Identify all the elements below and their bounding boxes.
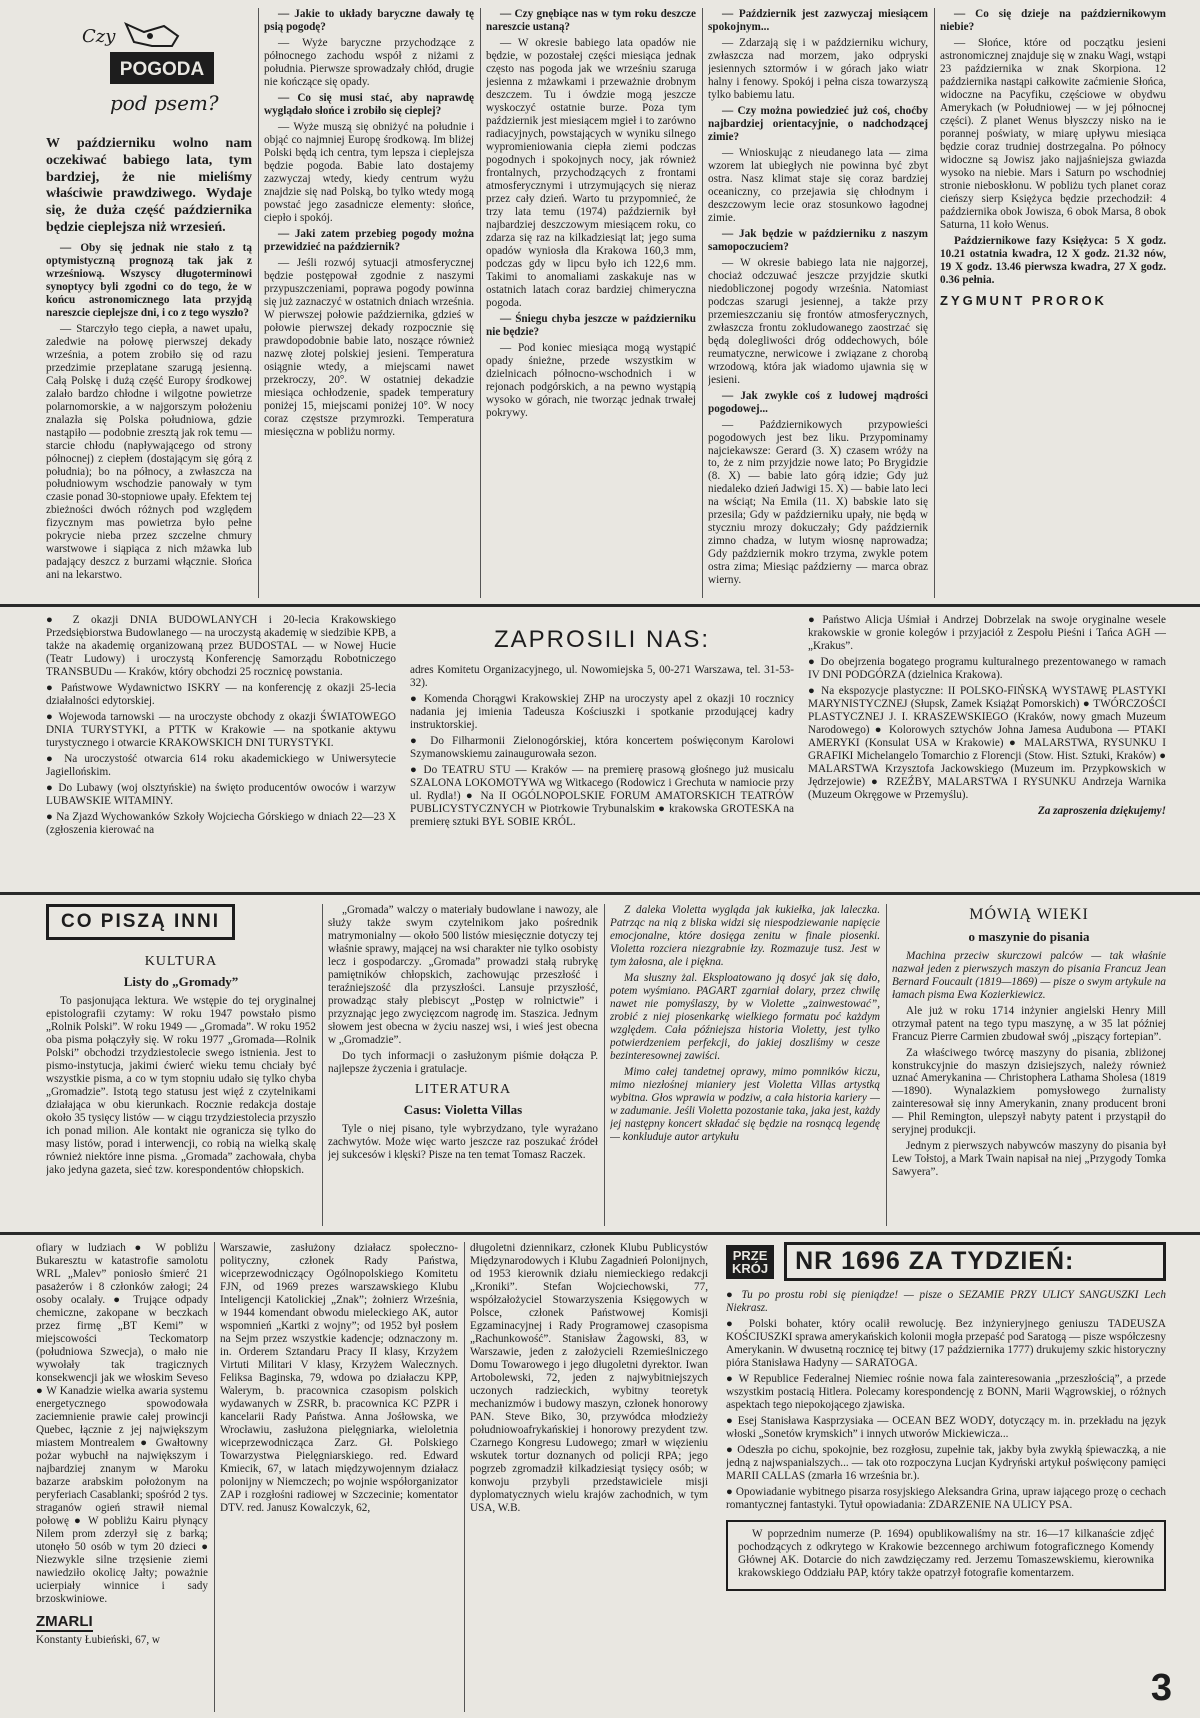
weather-q1: — Oby się jednak nie stało z tą optymistyczną prognozą tak jak z wrześniową. Wszyscy długoterminowi synoptycy byli zgodni co do tego, że w końcu astronomicznego lata przyjdą nareszcie cieplejsze dni, i co z tego wyszło? — [46, 241, 252, 319]
invitation-item: ● Na Zjazd Wychowanków Szkoły Wojciecha Górskiego w dniach 22—23 X (zgłoszenia kierować na — [46, 810, 396, 836]
weather-a6: — Pod koniec miesiąca mogą wystąpić opady śnieżne, przede wszystkim w dzielnicach północno-wschodnich i w rejonach podgórskich, a na pewno wystąpią wysoko w górach, nie tworząc jednak trwałej pokrywy. — [486, 341, 696, 419]
kultura-subheading: Listy do „Gromady” — [123, 974, 239, 990]
kultura-text: Do tych informacji o zasłużonym piśmie dołącza P. najlepsze życzenia i gratulacje. — [328, 1049, 598, 1075]
weather-q3: — Co się musi stać, aby naprawdę wyglądało słońce i zrobiło się cieplej? — [264, 91, 474, 117]
divider-2 — [0, 892, 1200, 895]
mowia-text: Ale już w roku 1714 inżynier angielski Henry Mill otrzymał patent na tego typu maszynę, a w 35 lat później Francuz Pierre Carmien zbudował swój „piszący fortepian”. — [892, 1004, 1166, 1043]
weather-col-5 — [940, 8, 1166, 598]
przekroj-logo: PRZE KRÓJ — [726, 1245, 774, 1279]
przekroj-preview — [726, 1242, 1166, 1712]
invitation-item: ● Do obejrzenia bogatego programu kulturalnego prezentowanego w ramach IV DNI PODGÓRZA (dzielnica Krakowa). — [808, 655, 1166, 681]
invitation-item: ● Do TEATRU STU — Kraków — na premierę prasową głośnego już musicalu SZALONA LOKOMOTYWA wg Witkacego (Rodowicz i Grechuta w namiocie przy ul. Rydla!) ● Na II OGÓLNOPOLSKIE FORUM AMATORSKICH TEATRÓW PUBLICYSTYCZNYCH w Piotrkowie Trybunalskim ● krakowska GROTESKA na premierę sztuki BYŁ SOBIE KRÓL. — [410, 763, 794, 828]
press-review-section — [0, 904, 1200, 1226]
dog-weather-icon — [74, 12, 224, 122]
literatura-text: Tyle o niej pisano, tyle wybrzydzano, tyle wyrażano zachwytów. Może więc warto jeszcze raz poszukać źródeł jej sukcesów i klęski? Pisze na ten temat Tomasz Raczek. — [328, 1123, 598, 1162]
mowia-text: Za właściwego twórcę maszyny do pisania, zbliżonej konstrukcyjnie do maszyn dzisiejszych, należy również uznać Amerykanina — Christophera Lathama Sholesa (1819—1890). Wynalazkiem pomysłowego żurnalisty zainteresował się inny Amerykanin, znany producent broni — Phil Remington, ulepszył nabyty patent i przystąpił do seryjnej produkcji. — [892, 1046, 1166, 1137]
literatura-heading: LITERATURA — [414, 1081, 512, 1097]
kultura-text: „Gromada” walczy o materiały budowlane i nawozy, ale służy także swym czytelnikom jako pośrednik matrymonialny — około 500 listów miesięcznie dotyczy tej właśnie sprawy, mającej na wsi charakter nie tylko osobisty lecz i gospodarczy. „Gromada” prowadzi stałą rubrykę pamiętników chłopskich, zachowując przeszłość i teraźniejszość dla przyszłości. Lansuje przyszłość, prowadząc stały plebiscyt „Postęp w rolnictwie” i przyznając jego zwycięzcom nagrodę im. Staszica. Jednym słowem jest obecna w życiu naszej wsi, i wieś jest obecna w „Gromadzie”. — [328, 904, 598, 1046]
weather-a3: — Wyże muszą się obniżyć na południe i objąć co najmniej Europę środkową. Im bliżej Polski będą ich centra, tym lepsza i cieplejsza będzie pogoda. Babie lato dostajemy zazwyczaj wtedy, kiedy centrum wyżu znajdzie się nad Polską, bo tylko wtedy mogą powstać jego zasadnicze elementy: słońce, ciepło i spokój. — [264, 120, 474, 224]
kultura-heading: KULTURA — [144, 954, 218, 970]
weather-a8: — Wnioskując z nieudanego lata — zima wzorem lat ubiegłych nie powinna być zbyt ostra. Nasz klimat staje się coraz bardziej oceaniczny, co przejawia się chłodnym i deszczowym lecie oraz stosunkowo łagodnej zimie. — [708, 146, 928, 224]
weather-a2: — Wyże baryczne przychodzące z północnego zachodu współ z niżami z południa. Pierwsze sprowadzały chłód, drugie nie kończące się opady. — [264, 36, 474, 88]
invitation-item: ● Do Filharmonii Zielonogórskiej, która koncertem poświęconym Karolowi Szymanowskiemu zainaugurowała sezon. — [410, 734, 794, 760]
weather-col-3 — [486, 8, 696, 598]
invitation-item: ● Na ekspozycje plastyczne: II POLSKO-FIŃSKĄ WYSTAWĘ PLASTYKI MARYNISTYCZNEJ (Słupsk, Zamek Książąt Pomorskich) ● TWÓRCZOŚCI PLASTYCZNEJ J. I. KRASZEWSKIEGO (Kraków, nowy gmach Muzeum Narodowego) ● Kolorowych sztychów Johna Jamesa Audubona — PTAKI AMERYKI (Konsulat USA w Krakowie) ● MALARSTWA, RYSUNKU I GRAFIKI Michelangelo Tomarchio z Florencji (Stow. Hist. Sztuki, Kraków) ● MALARSTWA Krzysztofa Jackowskiego (Muzeum im. Przypkowskich w Jędrzejowie) ● RZEŹBY, MALARSTWA I RYSUNKU Andrzeja Warnika (Muzeum Okręgowe w Przemyślu). — [808, 684, 1166, 801]
literatura-subheading: Casus: Violetta Villas — [403, 1102, 523, 1118]
logo-top-text: Czy — [82, 26, 116, 47]
invitation-item: ● Do Lubawy (woj olsztyńskie) na święto producentów owoców i warzyw LUBAWSKIE WITAMINY. — [46, 781, 396, 807]
divider-3 — [0, 1232, 1200, 1235]
logo-main-text: POGODA — [119, 59, 205, 80]
obituary-text: Konstanty Łubieński, 67, w — [36, 1633, 160, 1646]
invitation-item: ● Na uroczystość otwarcia 614 roku akademickiego w Uniwersytecie Jagiellońskim. — [46, 752, 396, 778]
page-number: 3 — [1150, 1666, 1172, 1709]
invitations-col-1 — [46, 614, 396, 886]
weather-a4: — Jeśli rozwój sytuacji atmosferycznej będzie postępował zgodnie z naszymi przypuszczeniami, poprawa pogody powinna się już zaznaczyć w ostatnich dniach września. W pierwszej połowie października, gdzieś w połowie pierwszej dekady rozpocznie się prawdopodobnie babie lato, noszące również nazwę złotej polskiej jesieni. Temperatura osiągnie wtedy, a miejscami nawet przekroczy, 20°. W ostatniej dekadzie miesiąca ochłodzenie, spadek temperatury poniżej 15, miejscami poniżej 10°. W nocy coraz częstsze przymrozki. Temperatura miesięczna w pobliżu normy. — [264, 256, 474, 438]
obituary-text: długoletni dziennikarz, członek Klubu Publicystów Międzynarodowych i Klubu Zagadnień Polonijnych, od 1953 kierownik działu niemieckiego redakcji „Kroniki”. Stefan Wojciechowski, 77, współzałożyciel Stowarzyszenia Księgowych w Polsce, członek Państwowej Komisji Egzaminacyjnej i Rady Programowej czasopisma „Rachunkowość”. Stanisław Żagowski, 83, w Warszawie, jeden z założycieli Rzemieślniczego Domu Towarowego i jego długoletni dyrektor. Iwan Artobolewski, 72, jeden z najwybitniejszych uczonych radzieckich, wybitny teoretyk mechanizmów i budowy maszyn, członek honorowy PAN. Steve Biko, 30, przywódca młodzieży południowoafrykańskiej i honorowy prezydent tzw. Czarnego Kongresu Ludowego; zmarł w więzieniu wskutek tortur doznanych od policji RPA; jego pogrzeb zgromadził kilkadziesiąt tysięcy osób; w konwoju przybyli przedstawiciele misji dyplomatycznych wielu krajów zachodnich, w tym USA, W.B. — [470, 1242, 708, 1514]
next-issue-heading: NR 1696 ZA TYDZIEŃ: — [784, 1242, 1166, 1281]
pogoda-logo — [46, 12, 252, 126]
next-issue-item: ● Polski bohater, który ocalił rewolucję. Bez inżynieryjnego geniuszu TADEUSZA KOŚCIUSZKI sprawa amerykańskich kolonii mogła przepaść pod Saratogą — pisze współczesny Amerykanin. W dwusetną rocznicę tej bitwy (17 października 1777) drukujemy szkic historyczny pióra Stanisława Hadyny — SARATOGA. — [726, 1317, 1166, 1369]
przekroj-header — [726, 1242, 1166, 1281]
next-issue-item: ● Opowiadanie wybitnego pisarza rosyjskiego Aleksandra Grina, upraw iającego prozę o cechach romantycznej fantastyki. Tytuł opowiadania: ZDARZENIE NA ULICY PSA. — [726, 1485, 1166, 1511]
weather-a9: — W okresie babiego lata nie najgorzej, chociaż odczuwać jeszcze przyjdzie skutki niedobliczonej pogody września. Natomiast podczas szarugi jesiennej, a także przy przemieszczaniu się frontów atmosferycznych, zwłaszcza frontu zokludowanego zaostrzać się będą dolegliwości dróg oddechowych, bóle reumatyczne, nerwicowe i związane z chorobą wrzodową, która jak wiadomo ujawnia się w jesieni. — [708, 256, 928, 386]
weather-q6: — Śniegu chyba jeszcze w październiku nie będzie? — [486, 312, 696, 338]
weather-q8: — Czy można powiedzieć już coś, choćby najbardziej orientacyjnie, o nadchodzącej zimie? — [708, 104, 928, 143]
weather-a7: — Zdarzają się i w październiku wichury, zwłaszcza nad morzem, jako odpryski jesiennych sztormów i w górach jako wiatr halny i fenowy. Spokój i pełna cisza towarzyszą tylko babiemu latu. — [708, 36, 928, 101]
weather-col-4 — [708, 8, 928, 598]
invitation-item: ● Państwo Alicja Uśmiał i Andrzej Dobrzelak na swoje oryginalne wesele krakowskie w gronie kolegów i przyjaciół z Zespołu Pieśni i Tańca AGH — „Krakus”. — [808, 614, 1166, 652]
invitation-item: ● Z okazji DNIA BUDOWLANYCH i 20-lecia Krakowskiego Przedsiębiorstwa Budowlanego — na uroczystą akademię w siedzibie KPB, a także na akademię organizowaną przez BUDOSTAL — w Nowej Hucie (Teatr Ludowy) i uroczystą Konferencję Samorządu Robotniczego TRANSBUDu — Kraków, który obchodzi 25 rocznicę powstania. — [46, 614, 396, 678]
invitations-col-2 — [410, 614, 794, 886]
weather-q2: — Jakie to układy baryczne dawały tę psią pogodę? — [264, 8, 474, 33]
weather-a1: — Starczyło tego ciepła, a nawet upału, zaledwie na połowę pierwszej dekady września, a potem zrobiło się od razu przedzimie przeplatane szarugą jesienną. Całą Polskę i dużą część Europy środkowej zalało bardzo chłodne i wilgotne powietrze polarnomorskie, a w najgorszym położeniu znalazła się Polska południowa, gdzie nastąpiło — podobnie zresztą jak rok temu — starcie chłodu (napływającego od strony północnej) z ciepłem (dostającym się górą z południa); bo na północy, a zwłaszcza na południowym wschodzie panowały w tym czasie ponad 30-stopniowe upały. Efektem tej zbieżności dwóch różnych pod względem fizycznym mas powietrza było pełne pokrycie nieba przez szczelne chmury warstwowe i siąpiąca z nich mżawka lub padający deszcz z burzami włącznie. Słońca ani na lekarstwo. — [46, 322, 252, 582]
next-issue-item: ● W Republice Federalnej Niemiec rośnie nowa fala zainteresowania „przeszłością”, a przede wszystkim postacią Hitlera. Polecamy korespondencję z BONN, Marii Wągrowskiej, o różnych aspektach tego niepokojącego zjawiska. — [726, 1372, 1166, 1411]
invitations-footer: Za zaproszenia dziękujemy! — [1037, 804, 1166, 817]
next-issue-item: ● Esej Stanisława Kasprzysiaka — OCEAN BEZ WODY, dotyczący m. in. przekładu na język włoski „Sonetów krymskich” i innych utworów Mickiewicza... — [726, 1414, 1166, 1440]
divider-1 — [0, 604, 1200, 607]
mowia-text: Machina przeciw skurczowi palców — tak właśnie nazwał jeden z pierwszych maszyn do pisania Francuz Jean Bernard Foucault (1819—1869) — pisze o swym artykule na łamach pisma Ewa Kozierkiewicz. — [892, 949, 1166, 1001]
weather-article — [0, 8, 1200, 598]
next-issue-item: ● Odeszła po cichu, spokojnie, bez rozgłosu, zupełnie tak, jakby była zwykłą śpiewaczką, a nie jedną z najwspanialszych... — tak oto rozpoczyna Lucjan Kydryński artykuł poświęcony pamięci MARII CALLAS (zmarła 16 września br.). — [726, 1443, 1166, 1482]
weather-a5: — W okresie babiego lata opadów nie będzie, w pozostałej części miesiąca jednak często nas pogoda jak we wrześniu szaruga jesienna z mżawkami i przeważnie drobnym deszczem. Tu i ówdzie mogą jeszcze wyskoczyć ostatnie burze. Poza tym październik jest miesiącem mgieł i to zarówno radiacyjnych, powstających w wyniku silnego wypromieniowania ciepła ziemi podczas pogodnych i spokojnych nocy, jak również frontalnych, przychodzących z frontami atmosferycznymi i utrzymujących się nieraz przez cały dzień. Warto tu przypomnieć, że trzy lata temu (1974) październik był najbardziej deszczowym miesiącem roku, co zdarza się raz na kilkadziesiąt lat; jego suma opadów wyniosła dla Krakowa 160,3 mm, podczas gdy w lipcu było ich 122,6 mm. Takimi to anomaliami zaskakuje nas w ostatnich latach coraz bardziej chimeryczna pogoda. — [486, 36, 696, 309]
invitation-item: adres Komitetu Organizacyjnego, ul. Nowomiejska 5, 00-271 Warszawa, tel. 31-53-32). — [410, 663, 794, 689]
obituaries-col-3 — [470, 1242, 708, 1712]
obituary-text: Warszawie, zasłużony działacz społeczno-polityczny, członek Rady Państwa, wiceprzewodniczący Ogólnopolskiego Komitetu FJN, od 1969 prezes warszawskiego Klubu Inteligencji Katolickiej „Znak”; żołnierz Września, w 1944 komendant obwodu mieleckiego AK, autor wspomnień „Kartki z wojny”; od 1952 był posłem na Sejm przez wszystkie kadencje; odznaczony m. in. Orderem Sztandaru Pracy II klasy, Krzyżem Virtuti Militari V klasy, Krzyżem Walecznych. Feliksa Baginska, 79, wdowa po działaczu KPP, Walerym, b. pracownica czasopism polskich wydawanych w ZSRR, b. pracownica KC PZPR i kancelarii Rady Państwa. Anna Jośłowska, we Wrocławiu, zasłużona pielęgniarka, wieloletnia wiceprzewodnicząca Zarz. Gł. Polskiego Towarzystwa Pielęgniarskiego. red. Edward Kmiecik, 67, w latach międzywojennym działacz polonijny w Niemczech; po wojnie współorganizator ZAP i rozgłośni radiowej w Szczecinie; komentator DTV. red. Janusz Kowalczyk, 62, — [220, 1242, 458, 1514]
news-col-1 — [36, 1242, 208, 1712]
weather-a11: — Słońce, które od początku jesieni astronomicznej znajduje się w znaku Wagi, wstąpi 23 października w znak Skorpiona. 12 października nastąpi całkowite zaćmienie Słońca, widoczne na Pacyfiku, częściowe w obydwu Amerykach (w Południowej — w jej północnej części). Z planet Wenus błyszczy nisko na ie porannej poświaty, w miarę upływu miesiąca będzie coraz trudniej dostrzegalna. Po północy widoczne są Jowisz jako najjaśniejsza gwiazda wysoko na niebie. Mars i Saturn po wschodniej stronie nieboskłonu. W pobliżu tych planet coraz cieńszy sierp Księżyca będzie przechodził: 4 października obok Jowisza, 6 obok Marsa, 8 obok Saturna, 11 koło Wenus. — [940, 36, 1166, 231]
bottom-section — [0, 1242, 1200, 1712]
press-review-heading: CO PISZĄ INNI — [46, 904, 235, 940]
logo-bottom-text: pod psem? — [110, 91, 219, 115]
invitations-heading: ZAPROSILI NAS: — [493, 626, 711, 653]
obituaries-col-2 — [220, 1242, 458, 1712]
invitations-col-3 — [808, 614, 1166, 886]
next-issue-item: ● Tu po prostu robi się pieniądze! — pisze o SEZAMIE PRZY ULICY SANGUSZKI Lech Niekrasz. — [726, 1289, 1166, 1314]
weather-q4: — Jaki zatem przebieg pogody można przewidzieć na październik? — [264, 227, 474, 253]
literatura-text: Mimo całej tandetnej oprawy, mimo pomników kiczu, mimo niezłośnej mianiery jest Violetta Villas artystką wybitna. Głos wprawia w podziw, a cała historia kariery — w zadumanie. Jeśli Violetta pozostanie taka, jaka jest, każdy jej następny koncert składać się będzie na rosnącą legendę — konkluduje autor artykułu — [610, 1065, 880, 1143]
weather-col-1 — [46, 8, 252, 598]
invitations-section — [0, 614, 1200, 886]
mowia-wieki-heading: MÓWIĄ WIEKI — [969, 906, 1089, 923]
invitation-item: ● Komenda Chorągwi Krakowskiej ZHP na uroczysty apel z okazji 10 rocznicy nadania jej imienia Tadeusza Kościuszki i spotkanie przodującej kadry instruktorskiej. — [410, 692, 794, 731]
weather-lead: W październiku wolno nam oczekiwać babiego lata, tym bardziej, że nie mieliśmy właściwie prawdziwego. Wydaje się, że duża część października będzie cieplejsza niż wrzesień. — [46, 135, 252, 235]
moon-phases: Październikowe fazy Księżyca: 5 X godz. 10.21 ostatnia kwadra, 12 X godz. 21.32 nów, 19 X godz. 13.46 pierwsza kwadra, 27 X godz. 0.36 pełnia. — [940, 234, 1166, 286]
previous-issue-note: W poprzednim numerze (P. 1694) opublikowaliśmy na str. 16—17 kilkanaście zdjęć pochodzących z odkrytego w Krakowie bezcennego archiwum fotograficznego Komendy Głównej AK. Dotarcie do nich zawdzięczamy red. Jerzemu Tomaszewskiemu, kierownika krakowskiego Oddziału PAP, który także opatrzył fotografie komentarzem. — [726, 1520, 1166, 1591]
weather-a10: — Październikowych przypowieści pogodowych jest bez liku. Przypominamy najciekawsze: Gerard (3. X) czasem wróży na to, że z nim przyjdzie nowe lato; Po Brygidzie (8. X) — babie lato górą idzie; Gdy już niedaleko dzień Jadwigi 15. X) — babie lato leci na wściąt; Na Emila (11. X) babskie lato się przesila; Gdy w październiku upały, nie będą w styczniu mrozy dokuczały; Gdy październik zimno chadza, w lutym wiosnę naprowadza; Gdy październik mokro trzyma, zwykle potem ostra zima; Miesiąc październy — marca obraz wierny. — [708, 418, 928, 587]
obituaries-heading: ZMARLI — [36, 1613, 93, 1632]
kultura-text: To pasjonująca lektura. We wstępie do tej oryginalnej epistolografii czytamy: W roku 1947 powstało pismo „Rolnik Polski”. W roku 1949 — „Gromada”. W roku 1952 oba pisma połączyły się. W roku 1977 „Gromada—Rolnik Polski” obchodzi trzydziestolecie swego istnienia. Jest to pismo-instytucja, jakimi ćwierć wieku temu chciały być wszystkie pisma, a co w tym stopniu udało się tylko chyba „Gromadzie”. Istotą tego statusu jest więź z czytelnikami działająca w obu kierunkach. Rocznie redakcja dostaje około 35 tysięcy listów — w ciągu trzydziestolecia przyszło ich ponad milion. Ale kontakt nie ogranicza się tylko do masy listów, porad i interwencji, co robią na wielką skalę również niektóre inne pisma. „Gromada” zachowała, chyba jako jedyna gazeta, sieć tzw. korespondentów chłopskich. — [46, 995, 316, 1177]
literatura-text: Ma słuszny żal. Eksploatowano ją dosyć jak się dało, potem wyśmiano. PAGART zgarniał dolary, przez chwilę nawet nie pomyślaszy, by w Violette „zainwestować”, zrobić z niej piosenkarkę wielkiego formatu poć każdym względem. Cała późniejsza historia Violetty, jest tylko potwierdzeniem perfekcji, do jakiej doszliśmy w cesze bezinteresownej zawiści. — [610, 971, 880, 1062]
weather-q10: — Jak zwykle coś z ludowej mądrości pogodowej... — [708, 389, 928, 415]
weather-col-2 — [264, 8, 474, 598]
weather-q5: — Czy gnębiące nas w tym roku deszcze nareszcie ustaną? — [486, 8, 696, 33]
weather-signature: ZYGMUNT PROROK — [940, 292, 1107, 308]
literatura-text: Z daleka Violetta wygląda jak kukiełka, jak laleczka. Patrząc na nią z bliska widzi się niespodziewanie napięcie emocjonalne, które dosięga zenitu w finale piosenki. Violetta rozciera niezgrabnie łzy. Rozmazuje tusz. Jest w tym żałosna, ale i piękna. — [610, 904, 880, 968]
news-text: ofiary w ludziach ● W pobliżu Bukaresztu w katastrofie samolotu WRL „Malev” poniosło śmierć 21 pasażerów i 8 członków załogi; 24 osoby ocalały. ● Trujące odpady chemiczne, zakopane w beczkach przez firmę „BT Kemi” w miejscowości Teckomatorp (południowa Szwecja), o mało nie wywołały tak tragicznych konsekwencji jak we włoskim Seveso ● W Kanadzie wielka awaria systemu energetycznego spowodowała zaciemnienie prawie całej prowincji Quebec, łącznie z jej największym miastem Montrealem ● Gwałtowny pożar wybuchł na największym i najbardziej znanym w Maroku bazarze arabskim położonym na peryferiach Casablanki; spośród 2 tys. straganów ogień strawił niemal połowę ● W pobliżu Kairu płynący Nilem prom zderzył się z barką; utonęło 50 osób w tym 20 dzieci ● Niezwykle silne trzęsienie ziemi nawiedziło okolicę Jałty; poważnie ucierpiały winnice i sady brzoskwiniowe. — [36, 1242, 208, 1605]
invitation-item: ● Państwowe Wydawnictwo ISKRY — na konferencję z okazji 25-lecia działalności edytorskiej. — [46, 681, 396, 707]
mowia-text: Jednym z pierwszych nabywców maszyny do pisania był Lew Tołstoj, a Mark Twain napisał na niej „Przygody Tomka Sawyera”. — [892, 1140, 1166, 1179]
invitation-item: ● Wojewoda tarnowski — na uroczyste obchody z okazji ŚWIATOWEGO DNIA TURYSTYKI, a PTTK w Krakowie — na spotkanie aktywu turystycznego i otwarcie KRAKOWSKICH DNI TURYSTYKI. — [46, 710, 396, 749]
mowia-wieki-subheading: o maszynie do pisania — [968, 928, 1090, 944]
weather-q7: — Październik jest zazwyczaj miesiącem spokojnym... — [708, 8, 928, 33]
weather-q9: — Jak będzie w październiku z naszym samopoczuciem? — [708, 227, 928, 253]
press-col-2 — [328, 904, 598, 1226]
press-col-3 — [610, 904, 880, 1226]
weather-q11: — Co się dzieje na październikowym niebie? — [940, 8, 1166, 33]
press-col-4 — [892, 904, 1166, 1226]
press-col-1 — [46, 904, 316, 1226]
